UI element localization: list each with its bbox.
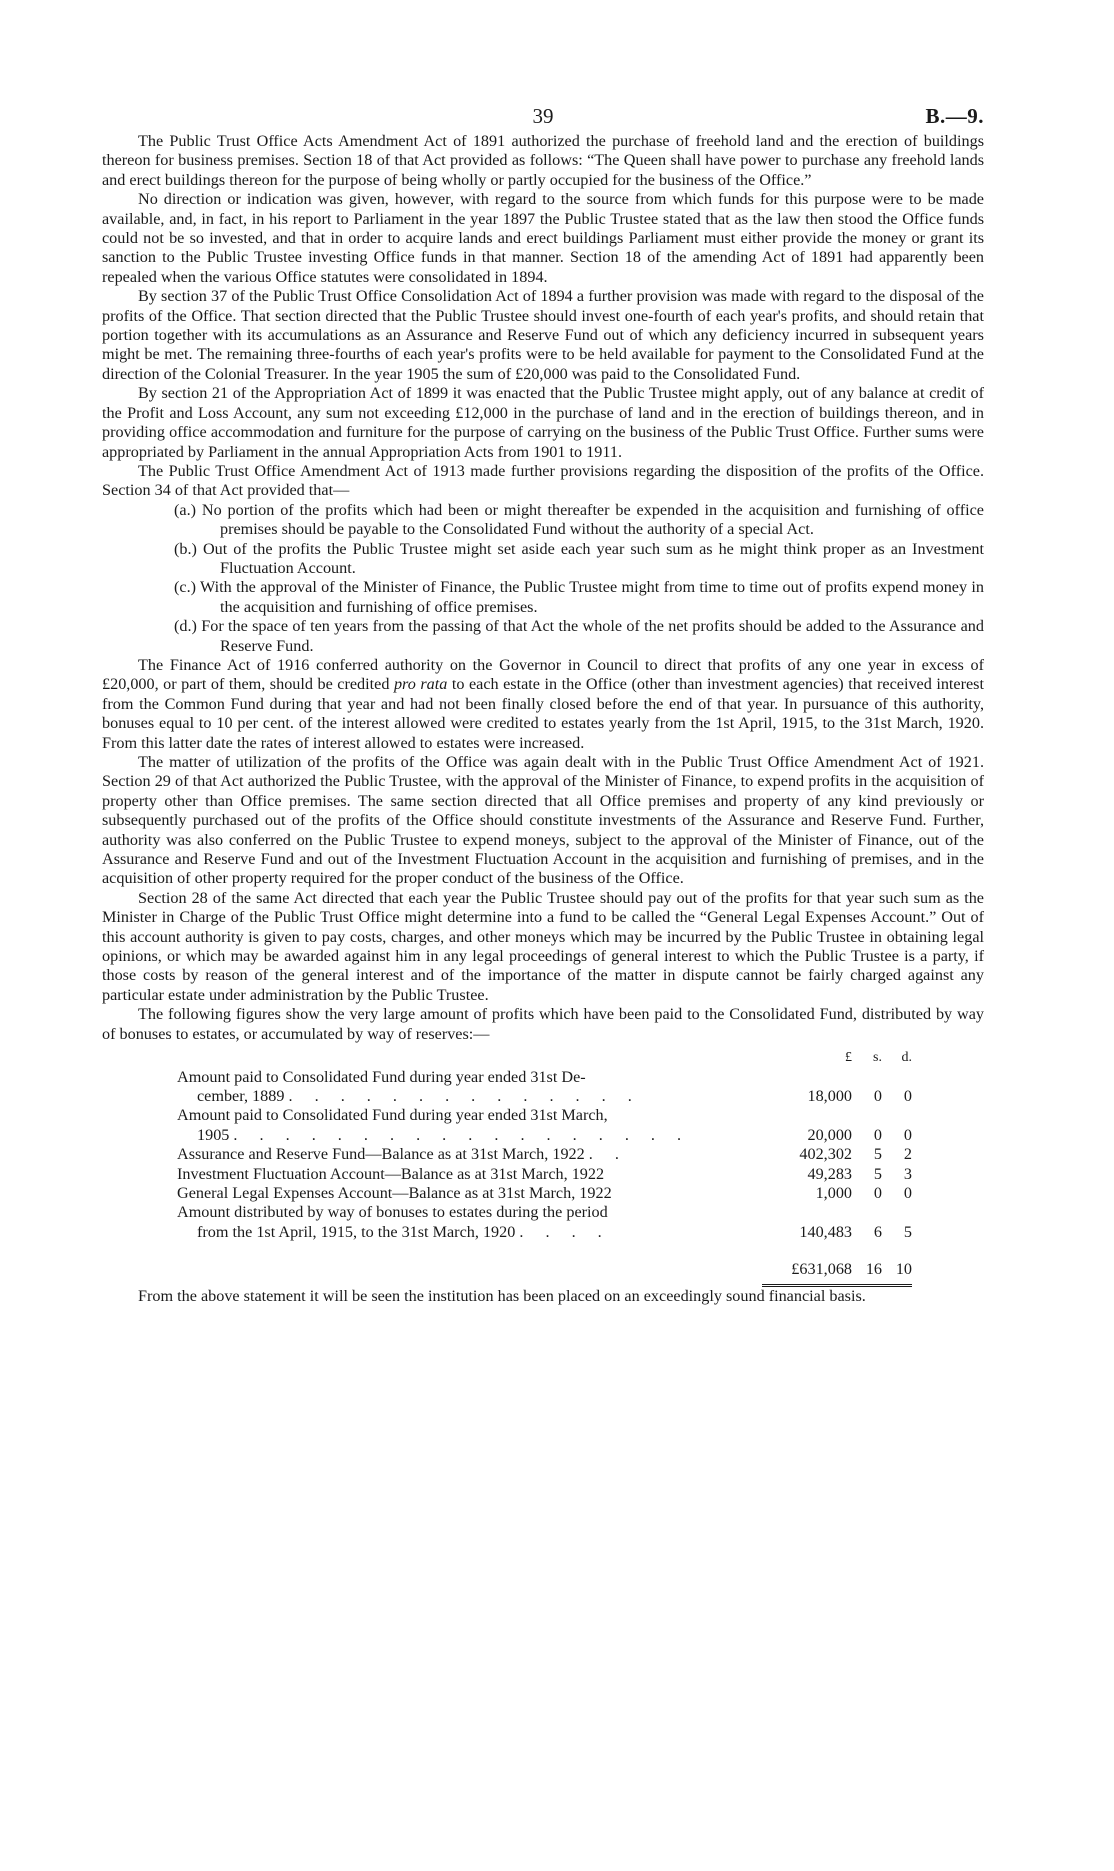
paragraph-7: The matter of utilization of the profits of the Office was again dealt with in the Public Trust Office Amendment Act of 1921. Section 29 of that Act authorized the Public Trustee, with the approval of the Minister of Finance, to expend profits in the acquisition of property other than Office premises. The same section directed that all Office premises and property of any kind previously or subsequently purchased out of the profits of the Office should constitute investments of the Assurance and Reserve Fund. Further, authority was also conferred on the Public Trustee to expend moneys, subject to the approval of the Minister of Finance, out of the Assurance and Reserve Fund and out of the Investment Fluctuation Account in the acquisition and furnishing of premises, and in the acquisition of other property required for the proper conduct of the business of the Office. bbox=[102, 753, 984, 888]
row-description: Amount distributed by way of bonuses to estates during the period bbox=[177, 1203, 608, 1222]
row-description: General Legal Expenses Account—Balance as at 31st March, 1922 bbox=[177, 1183, 612, 1202]
paragraph-4: By section 21 of the Appropriation Act of 1899 it was enacted that the Public Trustee might apply, out of any balance at credit of the Profit and Loss Account, any sum not exceeding £12,000 in the purchase of land and in the erection of buildings thereon, and in providing office accommodation and furniture for the purpose of carrying on the business of the Public Trust Office. Further sums were appropriated by Parliament in the annual Appropriation Acts from 1901 to 1911. bbox=[102, 384, 984, 461]
row-shillings: 6 bbox=[873, 1222, 882, 1241]
row-pounds: 49,283 bbox=[807, 1164, 852, 1183]
total-pence: 10 bbox=[882, 1242, 912, 1285]
paragraph-3: By section 37 of the Public Trust Office Consolidation Act of 1894 a further provision was made with regard to the disposal of the profits of the Office. That section directed that the Public Trustee should invest one-fourth of each year's profits, and should retain that portion together with its accumulations as an Assurance and Reserve Fund out of which any deficiency incurred in subsequent years might be met. The remaining three-fourths of each year's profits were to be held available for payment to the Consolidated Fund at the direction of the Colonial Treasurer. In the year 1905 the sum of £20,000 was paid to the Consolidated Fund. bbox=[102, 287, 984, 383]
row-pounds: 20,000 bbox=[807, 1125, 852, 1144]
total-pounds: £631,068 bbox=[762, 1242, 852, 1285]
table-row bbox=[177, 1184, 912, 1203]
document-page bbox=[102, 0, 984, 1306]
paragraph-5: The Public Trust Office Amendment Act of 1913 made further provisions regarding the disposition of the profits of the Office. Section 34 of that Act provided that— bbox=[102, 461, 984, 500]
paragraph-8: Section 28 of the same Act directed that each year the Public Trustee should pay out of the profits for that year such sum as the Minister in Charge of the Public Trust Office might determine into a fund to be called the “General Legal Expenses Account.” Out of this account authority is given to pay costs, charges, and other moneys which may be incurred by the Public Trustee in obtaining legal opinions, or which may be awarded against him in any legal proceedings of general interest to which the Public Trustee is a party, if those costs by reason of the general interest and of the importance of the matter in dispute cannot be fairly charged against any particular estate under administration by the Public Trustee. bbox=[102, 888, 984, 1004]
row-pence: 5 bbox=[903, 1222, 912, 1241]
row-pounds: 18,000 bbox=[807, 1086, 852, 1105]
table-row bbox=[177, 1203, 912, 1242]
row-pounds: 140,483 bbox=[799, 1222, 852, 1241]
row-pence: 0 bbox=[903, 1183, 912, 1202]
provision-b: (b.) Out of the profits the Public Trustee might set aside each year such sum as he might think proper as an Investment Fluctuation Account. bbox=[174, 539, 984, 577]
row-description: Amount paid to Consolidated Fund during year ended 31st March, bbox=[177, 1106, 608, 1125]
paragraph-6-end: to each estate in the Office (other than investment agencies) that received interest from the Common Fund during that year and had not been finally closed before the end of that year. In pursuance of this authority, bonuses equal to 10 per cent. of the interest allowed were credited to estates yearly from the 1st April, 1915, to the 31st March, 1920. From this latter date the rates of interest allowed to estates were increased. bbox=[102, 675, 984, 752]
paragraph-6 bbox=[102, 656, 984, 753]
row-description: Investment Fluctuation Account—Balance as at 31st March, 1922 bbox=[177, 1164, 605, 1183]
leader-dots: . . . . bbox=[519, 1222, 611, 1241]
paragraph-1: The Public Trust Office Acts Amendment Act of 1891 authorized the purchase of freehold land and the erection of buildings thereon for business premises. Section 18 of that Act provided as follows: “The Queen shall have power to purchase any freehold lands and erect buildings thereon for the purpose of being wholly or partly occupied for the business of the Office.” bbox=[102, 132, 984, 189]
series-code: B.—9. bbox=[925, 104, 984, 128]
total-shillings: 16 bbox=[852, 1242, 882, 1285]
row-shillings: 5 bbox=[873, 1164, 882, 1183]
row-pence: 2 bbox=[903, 1145, 912, 1164]
table-row bbox=[177, 1145, 912, 1164]
paragraph-2: No direction or indication was given, however, with regard to the source from which funds for this purpose were to be made available, and, in fact, in his report to Parliament in the year 1897 the Public Trustee stated that as the law then stood the Office funds could not be so invested, and that in order to acquire lands and erect buildings Parliament must either provide the money or grant its sanction to the Public Trustee investing Office funds in that manner. Section 18 of the amending Act of 1891 had apparently been repealed when the various Office statutes were consolidated in 1894. bbox=[102, 190, 984, 286]
shillings-unit: s. bbox=[873, 1050, 882, 1066]
figures-table bbox=[177, 1048, 912, 1286]
leader-dots: . . . . . . . . . . . . . . . . . . bbox=[233, 1125, 691, 1144]
row-shillings: 5 bbox=[873, 1145, 882, 1164]
closing-paragraph: From the above statement it will be seen the institution has been placed on an exceedingly sound financial basis. bbox=[138, 1286, 866, 1305]
total-row bbox=[177, 1242, 912, 1285]
provision-a: (a.) No portion of the profits which had been or might thereafter be expended in the acquisition and furnishing of office premises should be payable to the Consolidated Fund without the authority of a special Act. bbox=[174, 500, 984, 539]
row-shillings: 0 bbox=[873, 1125, 882, 1144]
row-description: Amount paid to Consolidated Fund during year ended 31st De- bbox=[177, 1067, 586, 1086]
row-pounds: 1,000 bbox=[815, 1183, 852, 1202]
row-pence: 0 bbox=[903, 1125, 912, 1144]
paragraph-6-start: The Finance Act of 1916 conferred authority on the Governor in Council to direct that profits of any one year in excess of £20,000, or part of them, should be credited bbox=[102, 655, 984, 694]
row-description-cont: cember, 1889 bbox=[197, 1086, 285, 1105]
row-pence: 3 bbox=[903, 1164, 912, 1183]
paragraph-6-italic: pro rata bbox=[393, 675, 448, 694]
row-pounds: 402,302 bbox=[799, 1145, 852, 1164]
row-description: Assurance and Reserve Fund—Balance as at 31st March, 1922 bbox=[177, 1145, 585, 1164]
table-row bbox=[177, 1106, 912, 1145]
row-shillings: 0 bbox=[873, 1086, 882, 1105]
row-description-cont: 1905 bbox=[197, 1125, 230, 1144]
row-shillings: 0 bbox=[873, 1183, 882, 1202]
page-header bbox=[102, 0, 984, 132]
table-row bbox=[177, 1165, 912, 1184]
pounds-unit: £ bbox=[845, 1050, 852, 1066]
page-number: 39 bbox=[532, 104, 554, 128]
leader-dots: . . . . . . . . . . . . . . bbox=[288, 1086, 641, 1105]
pence-unit: d. bbox=[901, 1050, 912, 1066]
row-description-cont: from the 1st April, 1915, to the 31st March, 1920 bbox=[197, 1222, 516, 1241]
paragraph-9: The following figures show the very large amount of profits which have been paid to the Consolidated Fund, distributed by way of bonuses to estates, or accumulated by way of reserves:— bbox=[102, 1005, 984, 1043]
provision-c: (c.) With the approval of the Minister of Finance, the Public Trustee might from time to time out of profits expend money in the acquisition and furnishing of office premises. bbox=[174, 578, 984, 616]
units-row bbox=[177, 1048, 912, 1067]
row-pence: 0 bbox=[903, 1086, 912, 1105]
leader-dots: . . bbox=[588, 1145, 628, 1164]
body-text bbox=[102, 132, 984, 1306]
table-row bbox=[177, 1068, 912, 1107]
provision-d: (d.) For the space of ten years from the passing of that Act the whole of the net profits should be added to the Assurance and Reserve Fund. bbox=[174, 617, 984, 655]
